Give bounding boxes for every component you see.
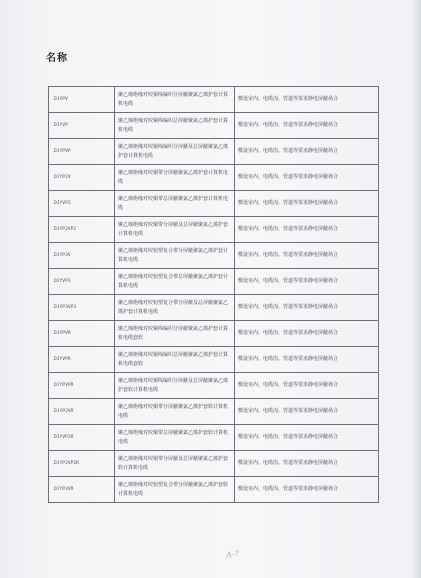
model-cell: DJYP2VP2R bbox=[49, 451, 115, 477]
usage-cell: 敷设室内、电缆沟、管道等要求静电屏蔽场合 bbox=[235, 451, 379, 477]
description-cell: 聚乙烯绝缘对绞铝塑复合带分屏蔽及总屏蔽聚氯乙烯护套计算机电缆 bbox=[115, 295, 235, 321]
table-row bbox=[49, 451, 379, 477]
description-cell: 聚乙烯绝缘对绞铜带分屏蔽聚氯乙烯护套软计算机电缆 bbox=[115, 399, 235, 425]
page-heading: 名称 bbox=[46, 53, 68, 64]
description-cell: 聚乙烯绝缘对绞铝塑复合带分屏蔽聚氯乙烯护套计算机电缆 bbox=[115, 243, 235, 269]
table-row bbox=[49, 191, 379, 217]
table-row bbox=[49, 321, 379, 347]
table-row bbox=[49, 399, 379, 425]
model-cell: DJYP3VP3 bbox=[49, 295, 115, 321]
table-row bbox=[49, 269, 379, 295]
table-row bbox=[49, 373, 379, 399]
table-row bbox=[49, 425, 379, 451]
model-cell: DJYP3V bbox=[49, 243, 115, 269]
table-row bbox=[49, 217, 379, 243]
table-row bbox=[49, 113, 379, 139]
table-row bbox=[49, 295, 379, 321]
table-row bbox=[49, 243, 379, 269]
usage-cell: 敷设室内、电缆沟、管道等要求静电屏蔽场合 bbox=[235, 399, 379, 425]
usage-cell: 敷设室内、电缆沟、管道等要求静电屏蔽场合 bbox=[235, 113, 379, 139]
model-cell: DJYPVPR bbox=[49, 373, 115, 399]
description-cell: 聚乙烯绝缘对绞铝塑复合带总屏蔽聚氯乙烯护套计算机电缆 bbox=[115, 269, 235, 295]
model-cell: DJYP2VP2 bbox=[49, 217, 115, 243]
usage-cell: 敷设室内、电缆沟、管道等要求静电屏蔽场合 bbox=[235, 217, 379, 243]
usage-cell: 敷设室内、电缆沟、管道等要求静电屏蔽场合 bbox=[235, 87, 379, 113]
description-cell: 聚乙烯绝缘对绞铜线编织分屏蔽聚氯乙烯护套计算机电缆 bbox=[115, 87, 235, 113]
model-cell: DJYP2V bbox=[49, 165, 115, 191]
usage-cell: 敷设室内、电缆沟、管道等要求静电屏蔽场合 bbox=[235, 425, 379, 451]
usage-cell: 敷设室内、电缆沟、管道等要求静电屏蔽场合 bbox=[235, 191, 379, 217]
description-cell: 聚乙烯绝缘对绞铜线编织总屏蔽聚氯乙烯护套计算机电缆 bbox=[115, 113, 235, 139]
cable-spec-table bbox=[48, 86, 379, 503]
usage-cell: 敷设室内、电缆沟、管道等要求静电屏蔽场合 bbox=[235, 477, 379, 503]
usage-cell: 敷设室内、电缆沟、管道等要求静电屏蔽场合 bbox=[235, 295, 379, 321]
description-cell: 聚乙烯绝缘对绞铜线编织分屏蔽及总屏蔽聚氯乙烯护套计算机电缆 bbox=[115, 139, 235, 165]
description-cell: 聚乙烯绝缘对绞铜带分屏蔽聚氯乙烯护套计算机电缆 bbox=[115, 165, 235, 191]
description-cell: 聚乙烯绝缘对绞铜带分屏蔽及总屏蔽聚氯乙烯护套计算机电缆 bbox=[115, 217, 235, 243]
model-cell: DJYPV bbox=[49, 87, 115, 113]
usage-cell: 敷设室内、电缆沟、管道等要求静电屏蔽场合 bbox=[235, 321, 379, 347]
cable-spec-table-body bbox=[49, 87, 379, 503]
page-edge-shadow bbox=[411, 0, 421, 578]
table-row bbox=[49, 477, 379, 503]
model-cell: DJYVP3 bbox=[49, 269, 115, 295]
model-cell: DJYVPR bbox=[49, 347, 115, 373]
usage-cell: 敷设室内、电缆沟、管道等要求静电屏蔽场合 bbox=[235, 347, 379, 373]
description-cell: 聚乙烯绝缘对绞铜带分屏蔽及总屏蔽聚氯乙烯护套软计算机电缆 bbox=[115, 451, 235, 477]
model-cell: DJYVP2R bbox=[49, 425, 115, 451]
model-cell: DJYPVR bbox=[49, 321, 115, 347]
description-cell: 聚乙烯绝缘对绞铜带总屏蔽聚氯乙烯护套计算机电缆 bbox=[115, 191, 235, 217]
model-cell: DJYVP2 bbox=[49, 191, 115, 217]
model-cell: DJYP2VR bbox=[49, 399, 115, 425]
model-cell: DJYVP bbox=[49, 113, 115, 139]
usage-cell: 敷设室内、电缆沟、管道等要求静电屏蔽场合 bbox=[235, 165, 379, 191]
description-cell: 聚乙烯绝缘对绞铜线编织分屏蔽聚氯乙烯护套计算机电缆套软 bbox=[115, 321, 235, 347]
model-cell: DJYPVP bbox=[49, 139, 115, 165]
usage-cell: 敷设室内、电缆沟、管道等要求静电屏蔽场合 bbox=[235, 269, 379, 295]
table-row bbox=[49, 87, 379, 113]
usage-cell: 敷设室内、电缆沟、管道等要求静电屏蔽场合 bbox=[235, 373, 379, 399]
table-row bbox=[49, 347, 379, 373]
table-row bbox=[49, 165, 379, 191]
handwritten-mark: A-? bbox=[225, 549, 240, 560]
usage-cell: 敷设室内、电缆沟、管道等要求静电屏蔽场合 bbox=[235, 139, 379, 165]
model-cell: DJYP3VR bbox=[49, 477, 115, 503]
description-cell: 聚乙烯绝缘对绞铜线编织分屏蔽及总屏蔽聚氯乙烯护套软计算机电缆 bbox=[115, 373, 235, 399]
description-cell: 聚乙烯绝缘对绞铜带总屏蔽聚氯乙烯护套软计算机电缆 bbox=[115, 425, 235, 451]
table-row bbox=[49, 139, 379, 165]
usage-cell: 敷设室内、电缆沟、管道等要求静电屏蔽场合 bbox=[235, 243, 379, 269]
description-cell: 聚乙烯绝缘对绞铜线编织总屏蔽聚氯乙烯护套计算机电缆套软 bbox=[115, 347, 235, 373]
description-cell: 聚乙烯绝缘对绞铝塑复合带分屏蔽聚氯乙烯护套软计算机电缆 bbox=[115, 477, 235, 503]
